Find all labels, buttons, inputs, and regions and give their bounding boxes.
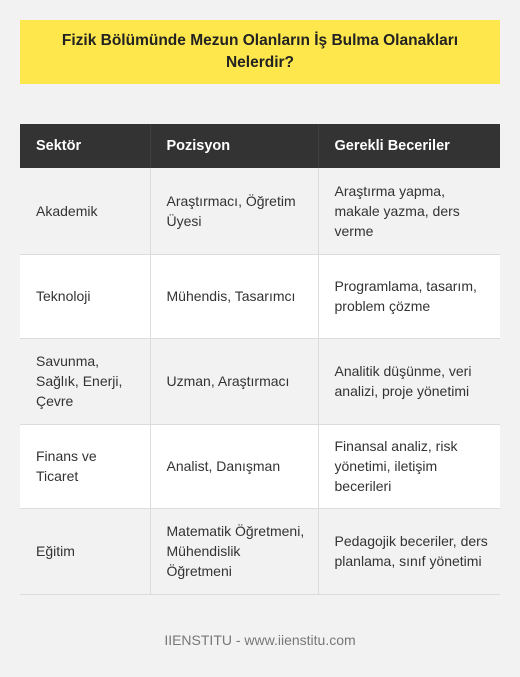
cell-sector: Finans ve Ticaret	[20, 424, 150, 508]
cell-sector: Savunma, Sağlık, Enerji, Çevre	[20, 338, 150, 424]
cell-sector: Teknoloji	[20, 254, 150, 338]
cell-skills: Pedagojik beceriler, ders planlama, sınıf yönetimi	[318, 508, 500, 594]
title-banner	[20, 20, 500, 84]
cell-position: Uzman, Araştırmacı	[150, 338, 318, 424]
page-title: Fizik Bölümünde Mezun Olanların İş Bulma Olanakları Nelerdir?	[61, 32, 459, 71]
career-table	[20, 124, 500, 595]
column-header-sector: Sektör	[20, 124, 150, 168]
cell-position: Mühendis, Tasarımcı	[150, 254, 318, 338]
table-row	[20, 168, 500, 254]
cell-position: Analist, Danışman	[150, 424, 318, 508]
cell-position: Araştırmacı, Öğretim Üyesi	[150, 168, 318, 254]
column-header-skills: Gerekli Beceriler	[318, 124, 500, 168]
table-row	[20, 424, 500, 508]
cell-position: Matematik Öğretmeni, Mühendislik Öğretmeni	[150, 508, 318, 594]
table-row	[20, 254, 500, 338]
footer-credit: IIENSTITU - www.iienstitu.com	[164, 632, 356, 648]
cell-sector: Akademik	[20, 168, 150, 254]
cell-skills: Analitik düşünme, veri analizi, proje yönetimi	[318, 338, 500, 424]
cell-skills: Programlama, tasarım, problem çözme	[318, 254, 500, 338]
table-row	[20, 338, 500, 424]
cell-skills: Finansal analiz, risk yönetimi, iletişim becerileri	[318, 424, 500, 508]
cell-skills: Araştırma yapma, makale yazma, ders verme	[318, 168, 500, 254]
column-header-position: Pozisyon	[150, 124, 318, 168]
cell-sector: Eğitim	[20, 508, 150, 594]
table-header-row	[20, 124, 500, 168]
table-row	[20, 508, 500, 594]
